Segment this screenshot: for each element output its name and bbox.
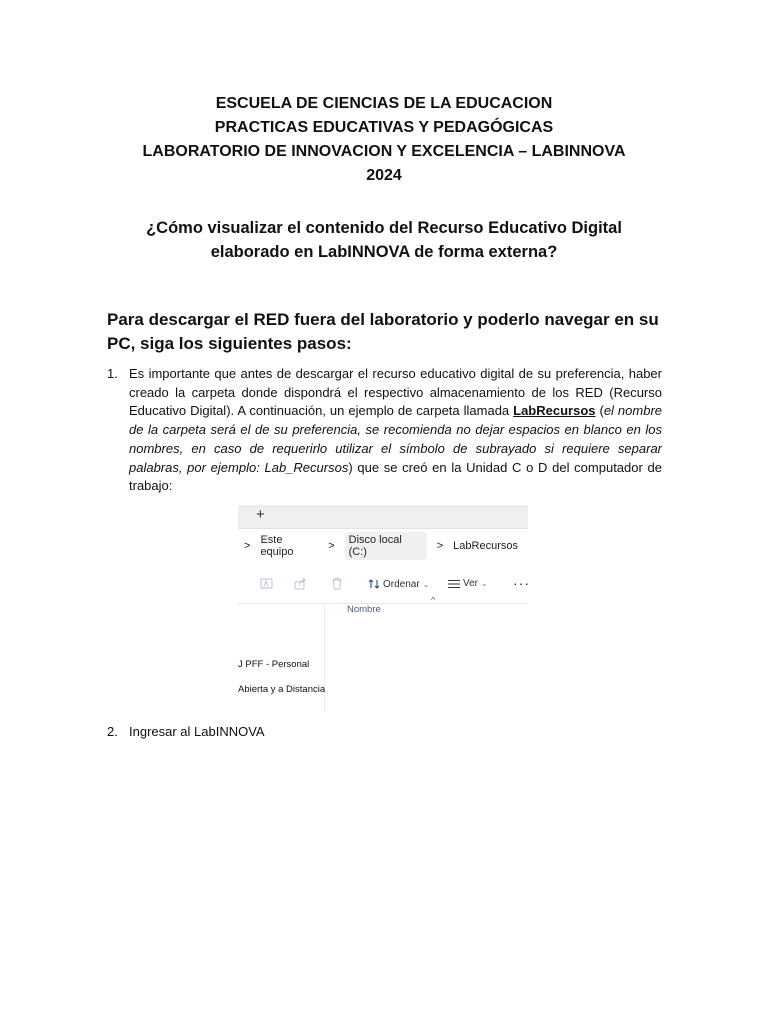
header-year: 2024 (366, 167, 402, 184)
explorer-tab-bar (238, 505, 528, 529)
nav-pane-item[interactable]: J PFF - Personal (238, 659, 310, 670)
step-text (129, 365, 662, 496)
list-item (107, 365, 662, 496)
column-header-name[interactable]: Nombre (347, 604, 381, 615)
breadcrumb-item[interactable]: Disco local (C:) (345, 532, 427, 560)
breadcrumb-separator: > (244, 540, 251, 552)
breadcrumb-separator: > (328, 540, 335, 552)
sort-caret-icon: ^ (431, 595, 436, 605)
folder-note: el nombre de la carpeta será el de su preferencia, se recomienda no dejar espacios en blanco en los nombres, en caso de requerirlo utilizar el símbolo de subrayado si requiere separar palabras, por ejemplo: Lab_Recursos (129, 403, 663, 475)
list-item (107, 723, 265, 741)
nav-pane-item[interactable]: Abierta y a Distancia (238, 684, 326, 695)
step-number: 2. (107, 724, 118, 739)
steps-heading: Para descargar el RED fuera del laboratorio y poderlo navegar en su PC, siga los siguientes pasos: (107, 310, 659, 353)
header-program: PRACTICAS EDUCATIVAS Y PEDAGÓGICAS (214, 119, 554, 136)
sort-button[interactable]: Ordenar ⌄ (368, 578, 429, 590)
header-school: ESCUELA DE CIENCIAS DE LA EDUCACION (215, 95, 553, 112)
question-line-2: elaborado en LabINNOVA de forma externa? (210, 243, 558, 261)
command-bar (238, 569, 528, 604)
rename-icon[interactable] (259, 577, 273, 591)
sort-icon (368, 578, 380, 590)
step-number: 1. (107, 366, 118, 381)
question-line-1: ¿Cómo visualizar el contenido del Recurso Educativo Digital (146, 219, 622, 237)
step-text: Ingresar al LabINNOVA (129, 724, 265, 739)
question-title (100, 216, 668, 264)
pane-divider[interactable] (324, 603, 325, 712)
view-icon (448, 579, 460, 589)
breadcrumb-item[interactable]: LabRecursos (453, 540, 518, 552)
document-header (0, 92, 768, 188)
delete-icon[interactable] (330, 577, 344, 591)
breadcrumb-item[interactable]: Este equipo (260, 534, 294, 558)
more-icon[interactable]: ··· (513, 575, 530, 591)
new-tab-icon[interactable]: + (256, 506, 265, 523)
header-lab: LABORATORIO DE INNOVACION Y EXCELENCIA – LABINNOVA (142, 143, 626, 160)
explorer-screenshot (238, 505, 528, 712)
share-icon[interactable] (293, 577, 307, 591)
breadcrumb-separator: > (436, 540, 444, 552)
sort-label: Ordenar (383, 578, 420, 590)
step-text-part: ) que se creó en la Unidad C o D del computador de trabajo: (129, 459, 662, 494)
view-label: Ver (463, 578, 479, 589)
step-text-part: Es importante que antes de descargar el recurso educativo digital de su preferencia, haber creado la carpeta donde dispondrá el respectivo almacenamiento de los RED (Recurso Educativo Digital). A continuación, un ejemplo de carpeta llamada (129, 366, 662, 419)
breadcrumb (238, 535, 528, 557)
step-text-part: ( (595, 403, 604, 419)
steps-list (107, 365, 662, 496)
view-button[interactable]: Ver ⌄ (448, 578, 488, 589)
folder-name: LabRecursos (513, 403, 596, 419)
